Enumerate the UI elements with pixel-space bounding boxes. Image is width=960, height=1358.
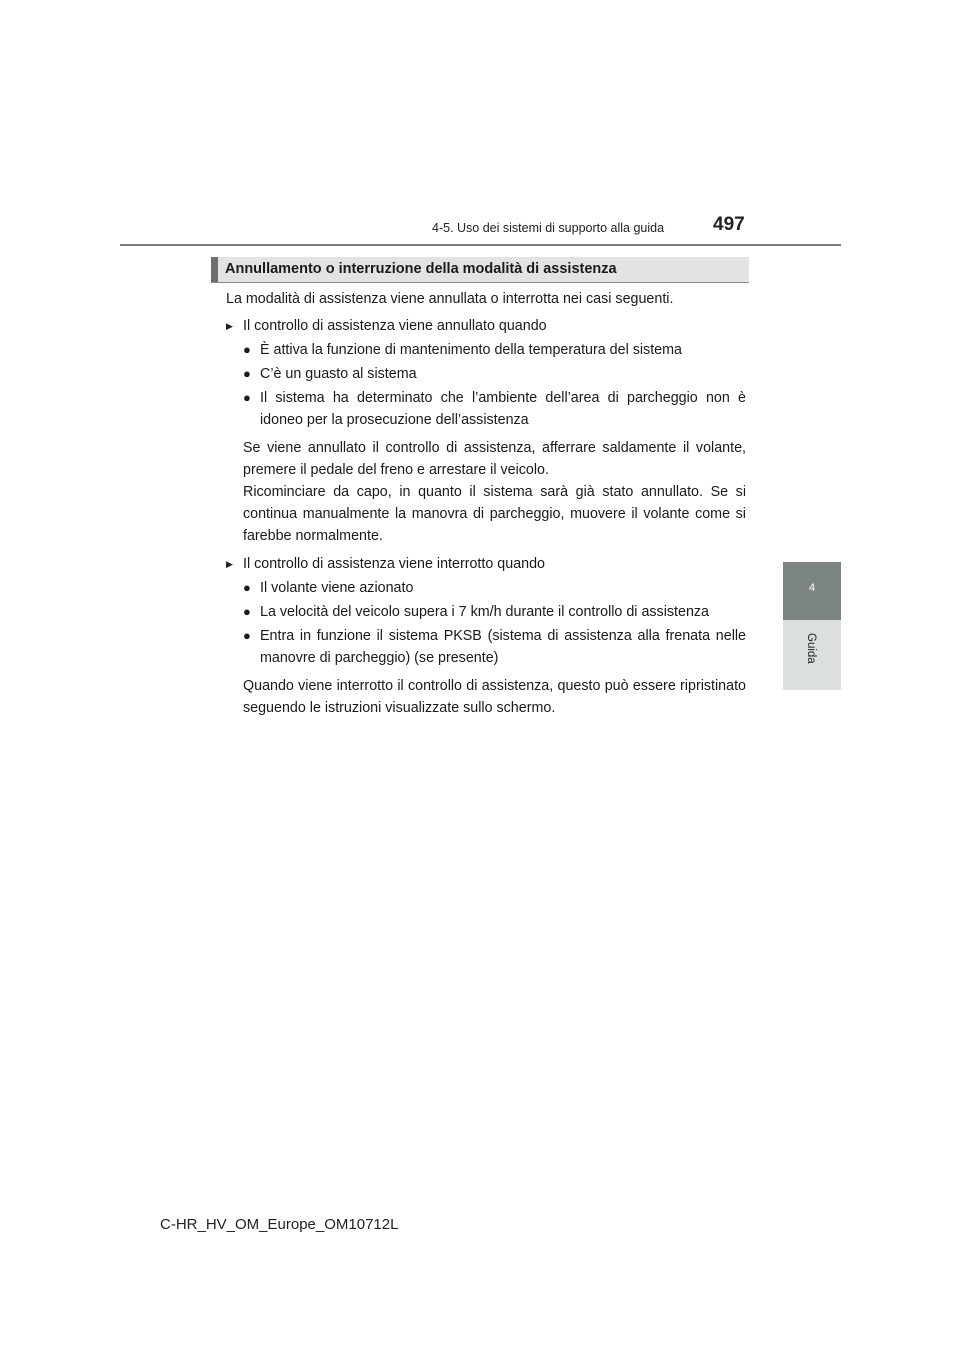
section-heading-bar <box>211 257 218 282</box>
chapter-number-tab <box>783 562 841 620</box>
section-body <box>226 288 746 719</box>
section-heading <box>211 257 749 282</box>
chapter-label: Guida <box>805 633 817 664</box>
list-item: ● Entra in funzione il sistema PKSB (sistema di assistenza alla frenata nelle manovre di parcheggio) (se presente) <box>243 625 746 669</box>
intro-text: La modalità di assistenza viene annullata o interrotta nei casi seguenti. <box>226 291 674 307</box>
page-number: 497 <box>713 214 745 235</box>
cancel-note-2: Ricominciare da capo, in quanto il sistema sarà già stato annullato. Se si continua manualmente la manovra di parcheggio, muovere il volante come si farebbe normalmente. <box>243 484 746 544</box>
interrupt-bullet-list <box>226 577 746 669</box>
cancel-heading-text: Il controllo di assistenza viene annullato quando <box>243 318 547 334</box>
interrupt-note: Quando viene interrotto il controllo di assistenza, questo può essere ripristinato seguendo le istruzioni visualizzate sullo schermo. <box>243 678 746 716</box>
chapter-label-tab <box>783 620 841 690</box>
cancel-condition-heading <box>226 315 746 337</box>
bullet-icon: ● <box>243 604 251 619</box>
document-code: C-HR_HV_OM_Europe_OM10712L <box>160 1216 399 1233</box>
bullet-icon: ● <box>243 342 251 357</box>
list-item: ● C’è un guasto al sistema <box>243 363 746 385</box>
chapter-number: 4 <box>809 582 816 594</box>
bullet-icon: ● <box>243 390 251 405</box>
interrupt-heading-text: Il controllo di assistenza viene interrotto quando <box>243 556 546 572</box>
header-divider <box>120 244 841 246</box>
section-title: Annullamento o interruzione della modalità di assistenza <box>225 261 617 277</box>
list-item: ● Il sistema ha determinato che l’ambiente dell’area di parcheggio non è idoneo per la prosecuzione dell’assistenza <box>243 387 746 431</box>
section-heading-underline <box>211 282 749 283</box>
bullet-icon: ● <box>243 628 251 643</box>
interrupt-condition-heading <box>226 553 746 575</box>
list-item: ● Il volante viene azionato <box>243 577 746 599</box>
bullet-icon: ● <box>243 366 251 381</box>
arrow-right-icon: ▶ <box>226 559 233 569</box>
bullet-icon: ● <box>243 580 251 595</box>
list-item: ● La velocità del veicolo supera i 7 km/h durante il controllo di assistenza <box>243 601 746 623</box>
cancel-note-1: Se viene annullato il controllo di assistenza, afferrare saldamente il volante, premere il pedale del freno e arrestare il veicolo. <box>243 440 746 478</box>
section-path: 4-5. Uso dei sistemi di supporto alla guida <box>432 221 665 235</box>
arrow-right-icon: ▶ <box>226 321 233 331</box>
cancel-bullet-list <box>226 339 746 431</box>
list-item: ● È attiva la funzione di mantenimento della temperatura del sistema <box>243 339 746 361</box>
